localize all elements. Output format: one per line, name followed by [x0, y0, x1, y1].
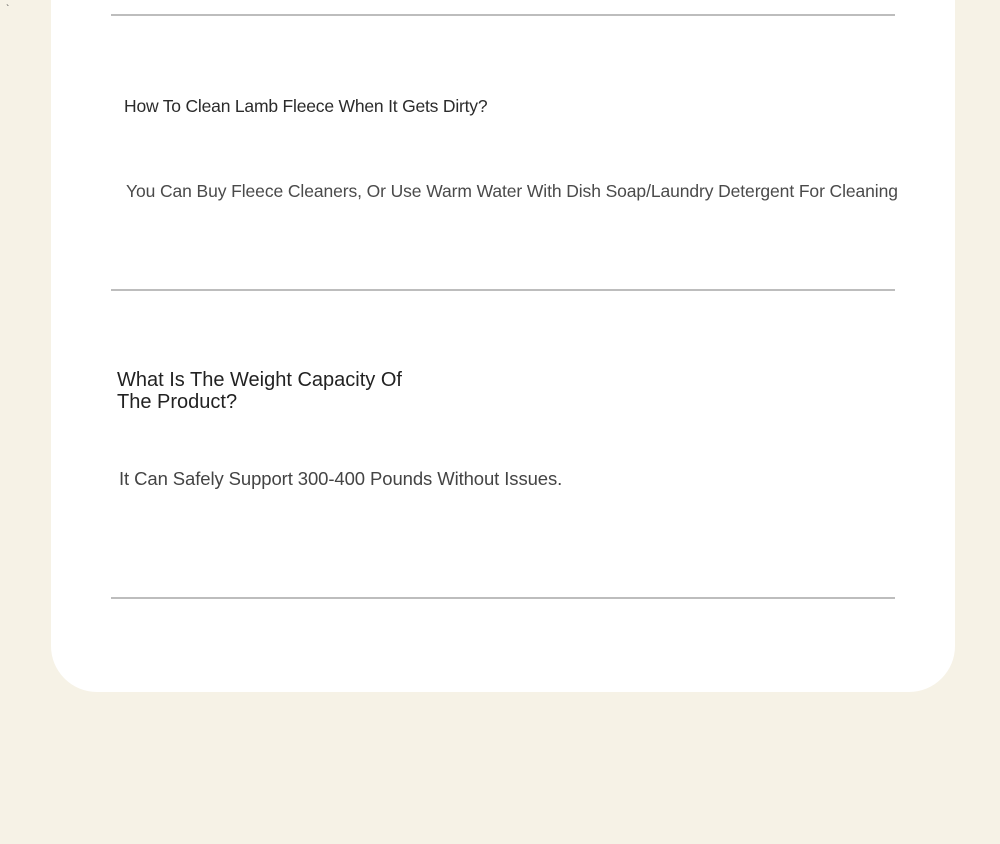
faq-answer: It Can Safely Support 300-400 Pounds Without Issues.: [119, 468, 563, 489]
faq-answer: You Can Buy Fleece Cleaners, Or Use Warm Water With Dish Soap/Laundry Detergent For Cleaning: [126, 181, 898, 201]
faq-divider: [111, 289, 895, 291]
corner-mark: `: [6, 4, 10, 15]
faq-question[interactable]: How To Clean Lamb Fleece When It Gets Dirty?: [124, 96, 488, 116]
faq-divider: [111, 597, 895, 599]
faq-question[interactable]: What Is The Weight Capacity Of The Product?: [117, 369, 402, 413]
faq-divider: [111, 14, 895, 16]
